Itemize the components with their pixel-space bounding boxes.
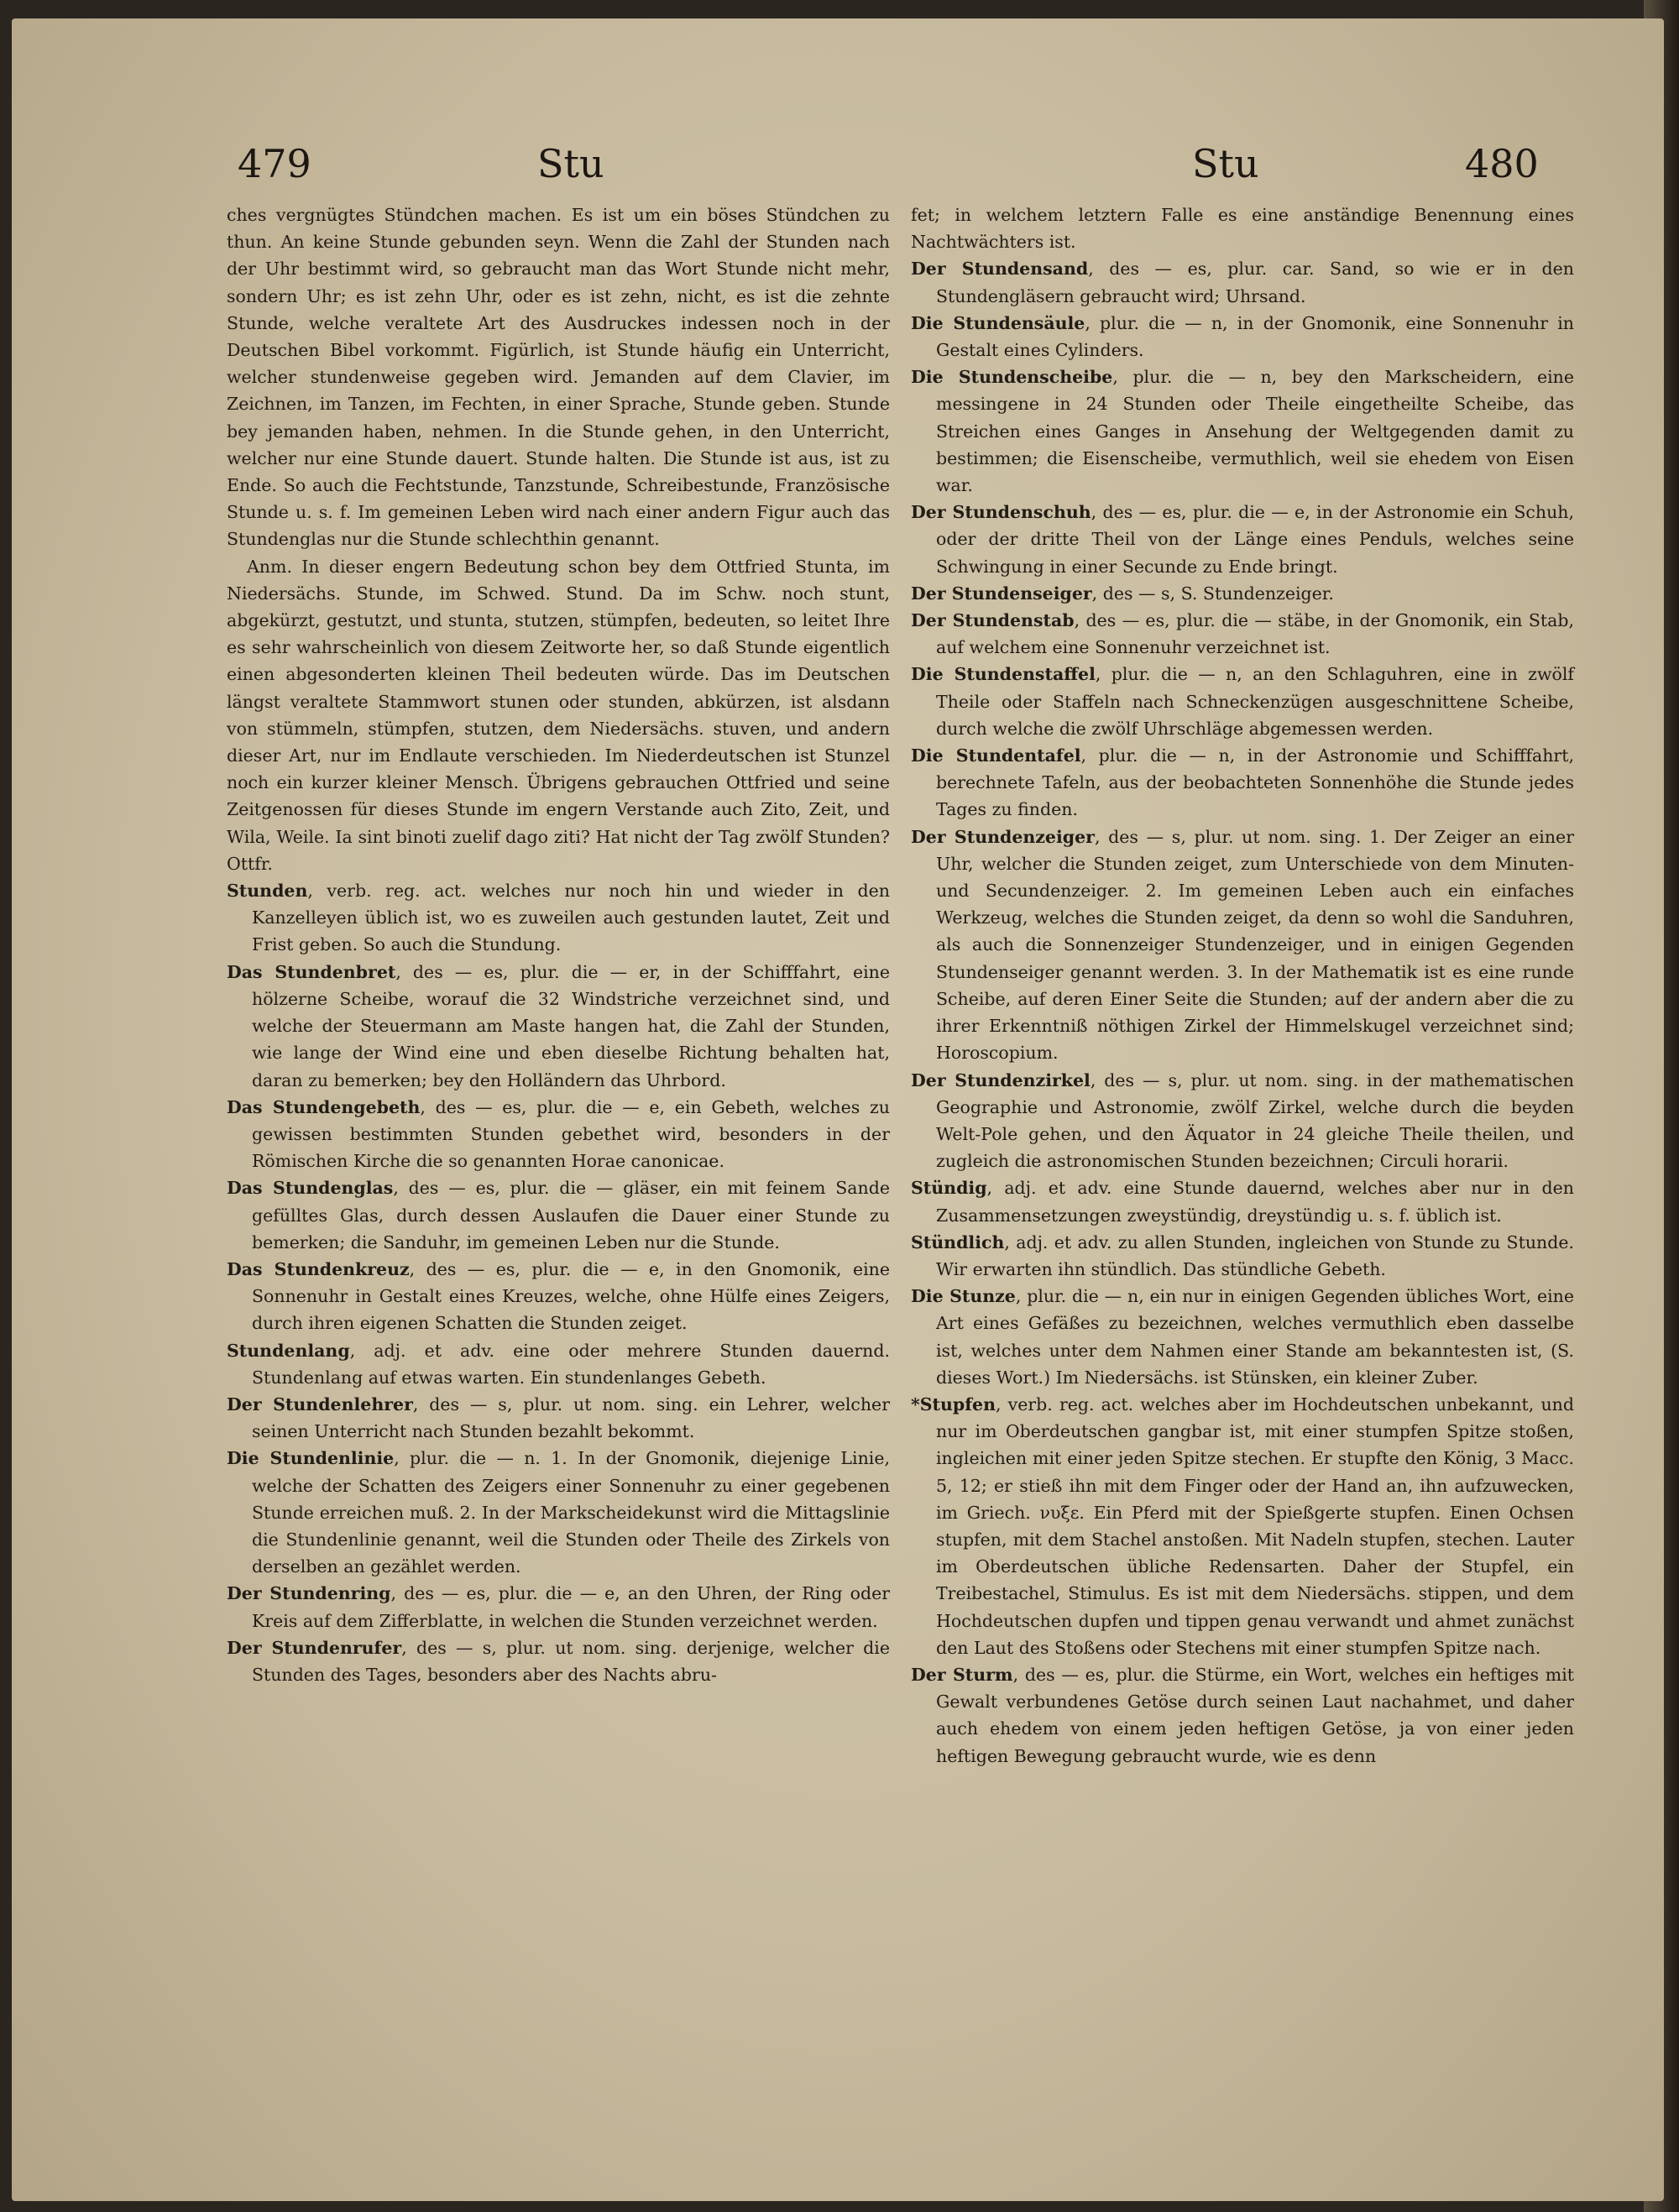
headword: Der Stundenstab [911, 610, 1075, 631]
headword: Stündig [911, 1178, 987, 1199]
dictionary-entry [911, 499, 1574, 580]
dictionary-entry [911, 1229, 1574, 1283]
headword: Das Stundenglas [227, 1178, 394, 1199]
headword: Der Stundenrufer [227, 1637, 402, 1658]
definition: , des — es, plur. die — e, in der Astronomie ein Schuh, oder der dritte Theil von der Länge eines Penduls, welches seine Schwingung in einer Secunde zu Ende bringt. [936, 502, 1574, 577]
definition: , des — s, plur. ut nom. sing. in der mathematischen Geographie und Astronomie, zwölf Zirkel, welche durch die beyden Welt-Pole gehen, und den Äquator in 24 gleiche Theile theilen, und zugleich die astronomischen Stunden bezeichnen; Circuli horarii. [936, 1069, 1574, 1172]
definition: , des — es, plur. die — stäbe, in der Gnomonik, ein Stab, auf welchem eine Sonnenuhr verzeichnet ist. [936, 610, 1575, 658]
headword: Die Stundenstaffel [911, 664, 1096, 685]
headword: Der Stundensand [911, 259, 1089, 280]
headword: Der Stundenring [227, 1583, 391, 1604]
dictionary-entry [911, 580, 1574, 607]
headword: Das Stundenbret [227, 961, 396, 982]
dictionary-entry [227, 877, 890, 959]
dictionary-entry [911, 310, 1574, 363]
annotation: Anm. In dieser engern Bedeutung schon bey dem Ottfried Stunta, im Niedersächs. Stunde, im Schwed. Stund. Da im Schw. noch stunt, abgekürzt, gestutzt, und stunta, stutzen, stümpfen, bedeuten, so leitet Ihre es sehr wahrscheinlich von diesem Zeitworte her, so daß Stunde eigentlich einen abgesonderten kleinen Theil bedeuten würde. Das im Deutschen längst veraltete Stammwort stunen oder stunden, abkürzen, ist alsdann von stümmeln, stümpfen, stutzen, dem Niedersächs. stuven, und andern dieser Art, nur im Endlaute verschieden. Im Niederdeutschen ist Stunzel noch ein kurzer kleiner Mensch. Übrigens gebrauchen Ottfried und seine Zeitgenossen für dieses Stunde im engern Verstande auch Zito, Zeit, und Wila, Weile. Ia sint binoti zuelif dago ziti? Hat nicht der Tag zwölf Stunden? Ottfr. [227, 556, 890, 874]
dictionary-entry [911, 255, 1574, 309]
definition: , des — es, plur. die Stürme, ein Wort, welches ein heftiges mit Gewalt verbundenes Getöse durch seinen Laut nachahmet, und daher auch ehedem von einem jeden heftigen Getöse, ja von einer jeden heftigen Bewegung gebraucht wurde, wie es denn [936, 1664, 1574, 1766]
dictionary-entry [911, 661, 1574, 742]
headword: Das Stundenkreuz [227, 1258, 410, 1279]
dictionary-entry [911, 742, 1574, 824]
headword: Die Stundenscheibe [911, 367, 1113, 388]
definition: , verb. reg. act. welches aber im Hochdeutschen unbekannt, und nur im Oberdeutschen gangbar ist, mit einer stumpfen Spitze stoßen, ingleichen mit einer jeden Spitze stechen. Er stupfte den König, 3 Macc. 5, 12; er stieß ihn mit dem Finger oder der Hand an, ihn aufzuwecken, im Griech. νυξε. Ein Pferd mit der Spießgerte stupfen. Einen Ochsen stupfen, mit dem Stachel anstoßen. Mit Nadeln stupfen, stechen. Lauter im Oberdeutschen übliche Redensarten. Daher der Stupfel, ein Treibestachel, Stimulus. Es ist mit dem Niedersächs. stippen, und dem Hochdeutschen dupfen und tippen genau verwandt und ahmet zunächst den Laut des Stoßens oder Stechens mit einer stumpfen Spitze nach. [936, 1394, 1574, 1658]
definition: , plur. die — n, bey den Markscheidern, eine messingene in 24 Stunden oder Theile eingetheilte Scheibe, das Streichen eines Ganges in Ansehung der Weltgegenden damit zu bestimmen; die Eisenscheibe, vermuthlich, weil sie ehedem von Eisen war. [936, 367, 1574, 496]
left-column [227, 201, 890, 1688]
dictionary-entry [911, 607, 1574, 661]
dictionary-entry [911, 363, 1574, 499]
headword: Das Stundengebeth [227, 1096, 421, 1117]
dictionary-entry [227, 1445, 890, 1580]
headword: Der Stundenzirkel [911, 1069, 1091, 1090]
definition: , plur. die — n, ein nur in einigen Gegenden übliches Wort, eine Art eines Gefäßes zu bezeichnen, welches vermuthlich eben dasselbe ist, welches unter dem Nahmen einer Stande am bekanntesten ist, (S. dieses Wort.) Im Niedersächs. ist Stünsken, ein kleiner Zuber. [936, 1286, 1574, 1388]
running-head-right: Stu [1192, 141, 1259, 186]
continuation-text: ches vergnügtes Stündchen machen. Es ist um ein böses Stündchen zu thun. An keine Stunde gebunden seyn. Wenn die Zahl der Stunden nach der Uhr bestimmt wird, so gebraucht man das Wort Stunde nicht mehr, sondern Uhr; es ist zehn Uhr, oder es ist zehn, nicht, es ist die zehnte Stunde, welche veraltete Art des Ausdruckes indessen noch in der Deutschen Bibel vorkommt. Figürlich, ist Stunde häufig ein Unterricht, welcher stundenweise gegeben wird. Jemanden auf dem Clavier, im Zeichnen, im Tanzen, im Fechten, in einer Sprache, Stunde geben. Stunde bey jemanden haben, nehmen. In die Stunde gehen, in den Unterricht, welcher nur eine Stunde dauert. Stunde halten. Die Stunde ist aus, ist zu Ende. So auch die Fechtstunde, Tanzstunde, Schreibestunde, Französische Stunde u. s. f. Im gemeinen Leben wird nach einer andern Figur auch das Stundenglas nur die Stunde schlechthin genannt. [227, 205, 890, 550]
definition: , adj. et adv. zu allen Stunden, ingleichen von Stunde zu Stunde. Wir erwarten ihn stündlich. Das stündliche Gebeth. [936, 1232, 1574, 1279]
dictionary-entry [227, 959, 890, 1094]
dictionary-entry [911, 1661, 1574, 1770]
headword: Die Stunze [911, 1286, 1016, 1307]
dictionary-entry [227, 1256, 890, 1337]
dictionary-entry [911, 1391, 1574, 1661]
headword: Der Stundenseiger [911, 583, 1092, 604]
definition: , des — es, plur. die — e, in den Gnomonik, eine Sonnenuhr in Gestalt eines Kreuzes, welche, ohne Hülfe eines Zeigers, durch ihren eigenen Schatten die Stunden zeiget. [252, 1258, 890, 1334]
headword: Der Stundenschuh [911, 502, 1091, 523]
dictionary-entry [227, 1391, 890, 1445]
headword: Stunden [227, 881, 308, 902]
page-number-left: 479 [238, 141, 311, 186]
definition: , adj. et adv. eine oder mehrere Stunden dauernd. Stundenlang auf etwas warten. Ein stundenlanges Gebeth. [252, 1340, 890, 1388]
dictionary-entry [911, 1174, 1574, 1228]
right-column [911, 201, 1574, 1770]
dictionary-entry [227, 1337, 890, 1391]
dictionary-entry [227, 1174, 890, 1256]
definition: , des — s, plur. ut nom. sing. ein Lehrer, welcher seinen Unterricht nach Stunden bezahlt bekommt. [252, 1394, 890, 1442]
headword: Stündlich [911, 1232, 1005, 1252]
definition: , verb. reg. act. welches nur noch hin und wieder in den Kanzelleyen üblich ist, wo es zuweilen auch gestunden lautet, Zeit und Frist geben. So auch die Stundung. [252, 881, 890, 955]
definition: , des — s, plur. ut nom. sing. 1. Der Zeiger an einer Uhr, welcher die Stunden zeiget, zum Unterschiede von dem Minuten- und Secundenzeiger. 2. Im gemeinen Leben auch ein einfaches Werkzeug, welches die Stunden zeiget, da denn so wohl die Sanduhren, als auch die Sonnenzeiger Stundenzeiger, und in einigen Gegenden Stundenseiger genannt werden. 3. In der Mathematik ist es eine runde Scheibe, auf deren Einer Seite die Stunden; auf der andern aber die zu ihrer Erkenntniß nöthigen Zirkel der Himmelskugel verzeichnet sind; Horoscopium. [936, 826, 1574, 1064]
headword: Die Stundensäule [911, 312, 1085, 333]
headword: Die Stundentafel [911, 745, 1081, 766]
running-head-left: Stu [537, 141, 604, 186]
headword: Stundenlang [227, 1340, 350, 1361]
headword: Der Sturm [911, 1664, 1013, 1685]
definition: , adj. et adv. eine Stunde dauernd, welches aber nur in den Zusammensetzungen zweystündig, dreystündig u. s. f. üblich ist. [936, 1178, 1574, 1226]
headword: Der Stundenzeiger [911, 826, 1095, 847]
dictionary-entry [227, 1580, 890, 1634]
headword: *Stupfen [911, 1394, 996, 1415]
definition: , des — es, plur. die — er, in der Schifffahrt, eine hölzerne Scheibe, worauf die 32 Windstriche verzeichnet sind, und welche der Steuermann am Maste hangen hat, die Zahl der Stunden, wie lange der Wind eine und eben dieselbe Richtung behalten hat, daran zu bemerken; bey den Holländern das Uhrbord. [252, 961, 891, 1090]
page-number-right: 480 [1465, 141, 1539, 186]
dictionary-entry [911, 1067, 1574, 1175]
dictionary-entry [911, 1283, 1574, 1391]
definition: , des — s, S. Stundenzeiger. [1091, 583, 1334, 604]
definition: , plur. die — n, in der Gnomonik, eine Sonnenuhr in Gestalt eines Cylinders. [936, 312, 1575, 361]
definition: , plur. die — n, an den Schlaguhren, eine in zwölf Theile oder Staffeln nach Schneckenzügen ausgeschnittene Scheibe, durch welche die zwölf Uhrschläge abgemessen werden. [936, 664, 1574, 739]
continuation-text: fet; in welchem letztern Falle es eine anständige Benennung eines Nachtwächters ist. [911, 205, 1574, 253]
dictionary-entry [911, 824, 1574, 1067]
definition: , des — es, plur. die — gläser, ein mit feinem Sande gefülltes Glas, durch dessen Auslaufen die Dauer einer Stunde zu bemerken; die Sanduhr, im gemeinen Leben nur die Stunde. [252, 1178, 890, 1252]
definition: , des — s, plur. ut nom. sing. derjenige, welcher die Stunden des Tages, besonders aber des Nachts abru- [252, 1637, 890, 1685]
definition: , des — es, plur. die — e, an den Uhren, der Ring oder Kreis auf dem Zifferblatte, in welchen die Stunden verzeichnet werden. [252, 1583, 890, 1631]
definition: , plur. die — n, in der Astronomie und Schifffahrt, berechnete Tafeln, aus der beobachteten Sonnenhöhe die Stunde jedes Tages zu finden. [936, 745, 1574, 820]
dictionary-entry [227, 1634, 890, 1688]
headword: Die Stundenlinie [227, 1448, 395, 1469]
headword: Der Stundenlehrer [227, 1394, 413, 1415]
definition: , des — es, plur. car. Sand, so wie er in den Stundengläsern gebraucht wird; Uhrsand. [936, 259, 1574, 306]
definition: , plur. die — n. 1. In der Gnomonik, diejenige Linie, welche der Schatten des Zeigers einer Sonnenuhr zu einer gegebenen Stunde erreichen muß. 2. In der Markscheidekunst wird die Mittagslinie die Stundenlinie genannt, weil die Stunden oder Theile des Zirkels von derselben an gezählet werden. [252, 1448, 890, 1577]
dictionary-entry [227, 1094, 890, 1175]
definition: , des — es, plur. die — e, ein Gebeth, welches zu gewissen bestimmten Stunden gebethet wird, besonders in der Römischen Kirche die so genannten Horae canonicae. [252, 1096, 890, 1172]
